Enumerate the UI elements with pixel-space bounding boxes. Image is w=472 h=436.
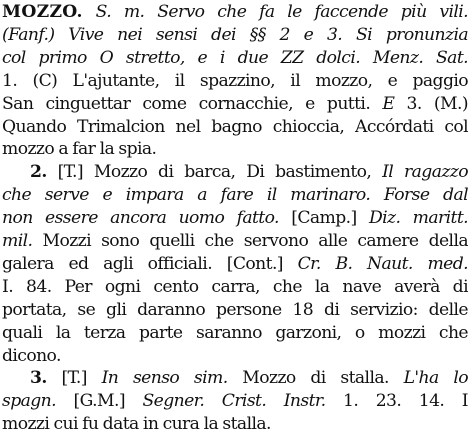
- entry-line: [2, 138, 468, 161]
- entry-line: [2, 184, 468, 207]
- text-run: [Camp.]: [278, 208, 369, 229]
- text-run: 1. (C) L'ajutante, il spazzino, il mozzo, e paggio: [2, 70, 468, 91]
- entry-line: [30, 161, 468, 184]
- entry-line: [2, 93, 468, 116]
- text-run: Mozzi sono quelli che servono alle camere della: [32, 231, 468, 251]
- entry-line: [2, 322, 468, 345]
- italic-run: spagn.: [2, 391, 57, 412]
- italic-run: (Fanf.) Vive nei sensi dei §§ 2 e 3. Si pronunzia: [2, 24, 468, 45]
- text-run: San cinguettar come cornacchie, e putti.: [2, 93, 383, 114]
- sense-number: 2.: [30, 162, 47, 183]
- italic-run: Il ragazzo: [382, 162, 468, 183]
- text-run: portata, se gli daranno persone 18 di servizio: delle: [2, 299, 468, 320]
- entry-line: [2, 276, 468, 299]
- text-run: 3. (M.): [394, 93, 468, 114]
- text-run: [T.]: [46, 368, 102, 389]
- entry-line: [2, 299, 468, 322]
- italic-run: che serve e impara a fare il marinaro. Forse dal: [2, 185, 468, 206]
- entry-line: [2, 230, 468, 253]
- italic-run: E: [382, 93, 395, 114]
- text-run: [G.M.]: [56, 391, 143, 412]
- entry-line: [2, 413, 468, 436]
- text-run: mozzo a far la spia.: [2, 139, 157, 160]
- italic-run: mil.: [2, 231, 33, 251]
- text-run: galera ed agli officiali. [Cont.]: [2, 253, 298, 274]
- italic-run: Cr. B. Naut. med.: [297, 253, 468, 274]
- entry-line: [2, 70, 468, 93]
- text-run: Quando Trimalcion nel bagno chioccia, Accórdati col: [2, 116, 468, 137]
- text-run: mozzi cui fu data in cura la stalla.: [2, 414, 271, 435]
- entry-line: [2, 1, 468, 24]
- entry-line: [2, 390, 468, 413]
- italic-run: L'ha lo: [403, 368, 468, 389]
- text-run: I. 84. Per ogni cento carra, che la nave averà di: [2, 276, 468, 297]
- text-run: [83, 2, 96, 22]
- entry-line: [2, 47, 468, 70]
- headword: MOZZO.: [2, 2, 83, 22]
- entry-line: [2, 24, 468, 47]
- entry-line: [2, 253, 468, 276]
- italic-run: S. m. Servo che fa le faccende più vili.: [95, 2, 468, 22]
- italic-run: non essere ancora uomo fatto.: [2, 208, 279, 229]
- text-run: Mozzo di stalla.: [227, 368, 404, 389]
- entry-line: [30, 367, 468, 390]
- italic-run: Segner. Crist. Instr.: [142, 391, 326, 412]
- italic-run: col primo O stretto, e i due ZZ dolci. Menz. Sat.: [2, 47, 468, 68]
- entry-line: [2, 207, 468, 230]
- italic-run: Diz. maritt.: [368, 208, 468, 229]
- text-run: dicono.: [2, 345, 61, 366]
- sense-number: 3.: [30, 368, 47, 389]
- text-run: 1. 23. 14. I: [325, 391, 468, 412]
- entry-line: [2, 116, 468, 139]
- text-run: quali la terza parte saranno garzoni, o mozzi che: [2, 322, 468, 343]
- italic-run: In senso sim.: [101, 368, 228, 389]
- text-run: [T.] Mozzo di barca, Di bastimento,: [46, 162, 383, 183]
- entry-line: [2, 345, 468, 368]
